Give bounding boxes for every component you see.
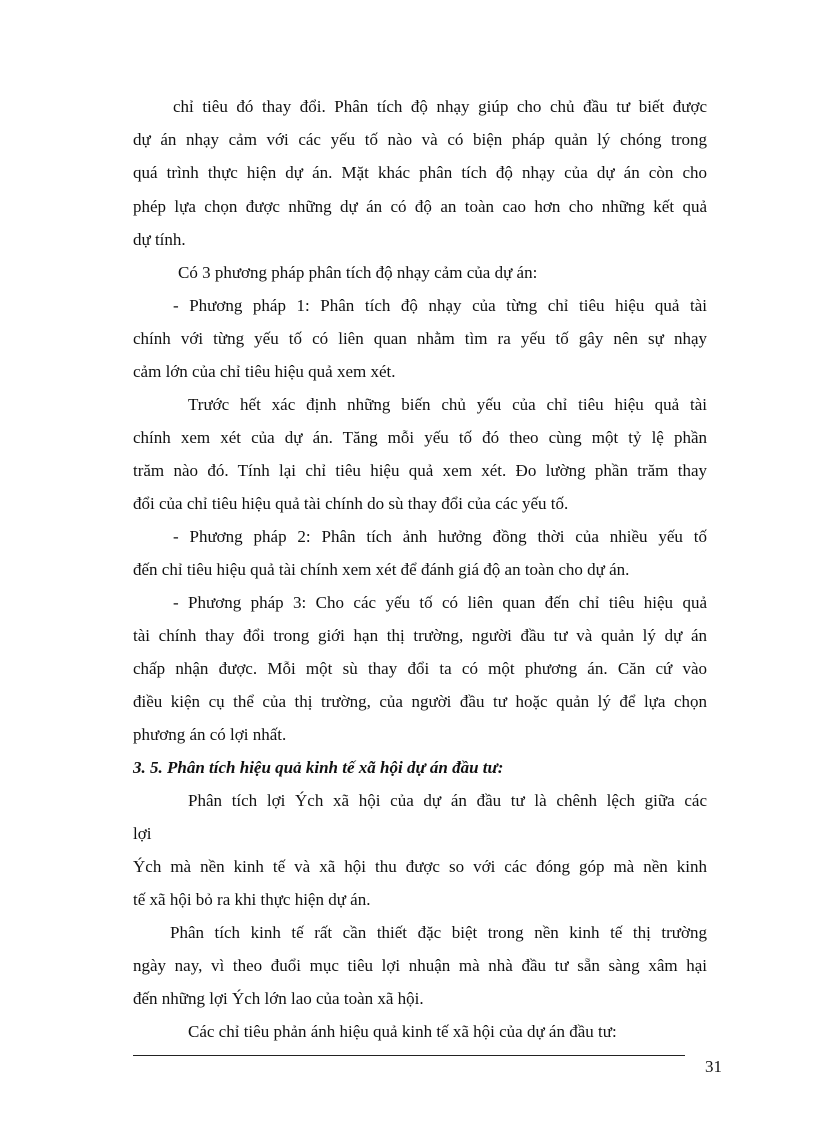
section-heading: 3. 5. Phân tích hiệu quả kinh tế xã hội dự án đầu tư: [133, 758, 504, 777]
text-line: dự tính. [133, 230, 186, 249]
text-line: - Phương pháp 1: Phân tích độ nhạy của từng chỉ tiêu hiệu quả tài [173, 296, 707, 315]
text-line: tài chính thay đổi trong giới hạn thị trường, người đầu tư và quản lý dự án [133, 626, 707, 645]
text-line: lợi [133, 824, 152, 843]
text-line: - Phương pháp 3: Cho các yếu tố có liên quan đến chỉ tiêu hiệu quả [173, 593, 707, 612]
text-line: Các chỉ tiêu phản ánh hiệu quả kinh tế xã hội của dự án đầu tư: [188, 1022, 617, 1041]
text-line: ngày nay, vì theo đuổi mục tiêu lợi nhuận mà nhà đầu tư sẵn sàng xâm hại [133, 956, 707, 975]
text-line: phép lựa chọn được những dự án có độ an toàn cao hơn cho những kết quả [133, 197, 707, 216]
text-line: dự án nhạy cảm với các yếu tố nào và có biện pháp quản lý chóng trong [133, 130, 707, 149]
text-line: Trước hết xác định những biến chủ yếu của chỉ tiêu hiệu quả tài [188, 395, 707, 414]
text-line: cảm lớn của chỉ tiêu hiệu quả xem xét. [133, 362, 396, 381]
text-line: quá trình thực hiện dự án. Mặt khác phân tích độ nhạy của dự án còn cho [133, 163, 707, 182]
text-line: đến những lợi Ých lớn lao của toàn xã hội. [133, 989, 424, 1008]
text-line: Phân tích kinh tế rất cần thiết đặc biệt trong nền kinh tế thị trường [170, 923, 707, 942]
text-line: Ých mà nền kinh tế và xã hội thu được so với các đóng góp mà nền kinh [133, 857, 707, 876]
page-number: 31 [705, 1057, 722, 1076]
text-line: điều kiện cụ thể của thị trường, của người đầu tư hoặc quản lý để lựa chọn [133, 692, 707, 711]
text-line: chính xem xét của dự án. Tăng mỗi yếu tố đó theo cùng một tỷ lệ phần [133, 428, 707, 447]
text-line: đến chỉ tiêu hiệu quả tài chính xem xét để đánh giá độ an toàn cho dự án. [133, 560, 630, 579]
text-line: chấp nhận được. Mỗi một sù thay đổi ta có một phương án. Căn cứ vào [133, 659, 707, 678]
text-line: Phân tích lợi Ých xã hội của dự án đầu tư là chênh lệch giữa các [188, 791, 707, 810]
text-line: chỉ tiêu đó thay đổi. Phân tích độ nhạy giúp cho chủ đầu tư biết được [173, 97, 707, 116]
text-line: chính với từng yếu tố có liên quan nhằm tìm ra yếu tố gây nên sự nhạy [133, 329, 707, 348]
footer-rule [133, 1055, 685, 1056]
text-line: tế xã hội bỏ ra khi thực hiện dự án. [133, 890, 371, 909]
text-line: Có 3 phương pháp phân tích độ nhạy cảm của dự án: [178, 263, 538, 282]
text-line: phương án có lợi nhất. [133, 725, 287, 744]
text-line: - Phương pháp 2: Phân tích ảnh hưởng đồng thời của nhiều yếu tố [173, 527, 707, 546]
text-line: trăm nào đó. Tính lại chỉ tiêu hiệu quả xem xét. Đo lường phần trăm thay [133, 461, 707, 480]
text-line: đổi của chỉ tiêu hiệu quả tài chính do sù thay đổi của các yếu tố. [133, 494, 569, 513]
